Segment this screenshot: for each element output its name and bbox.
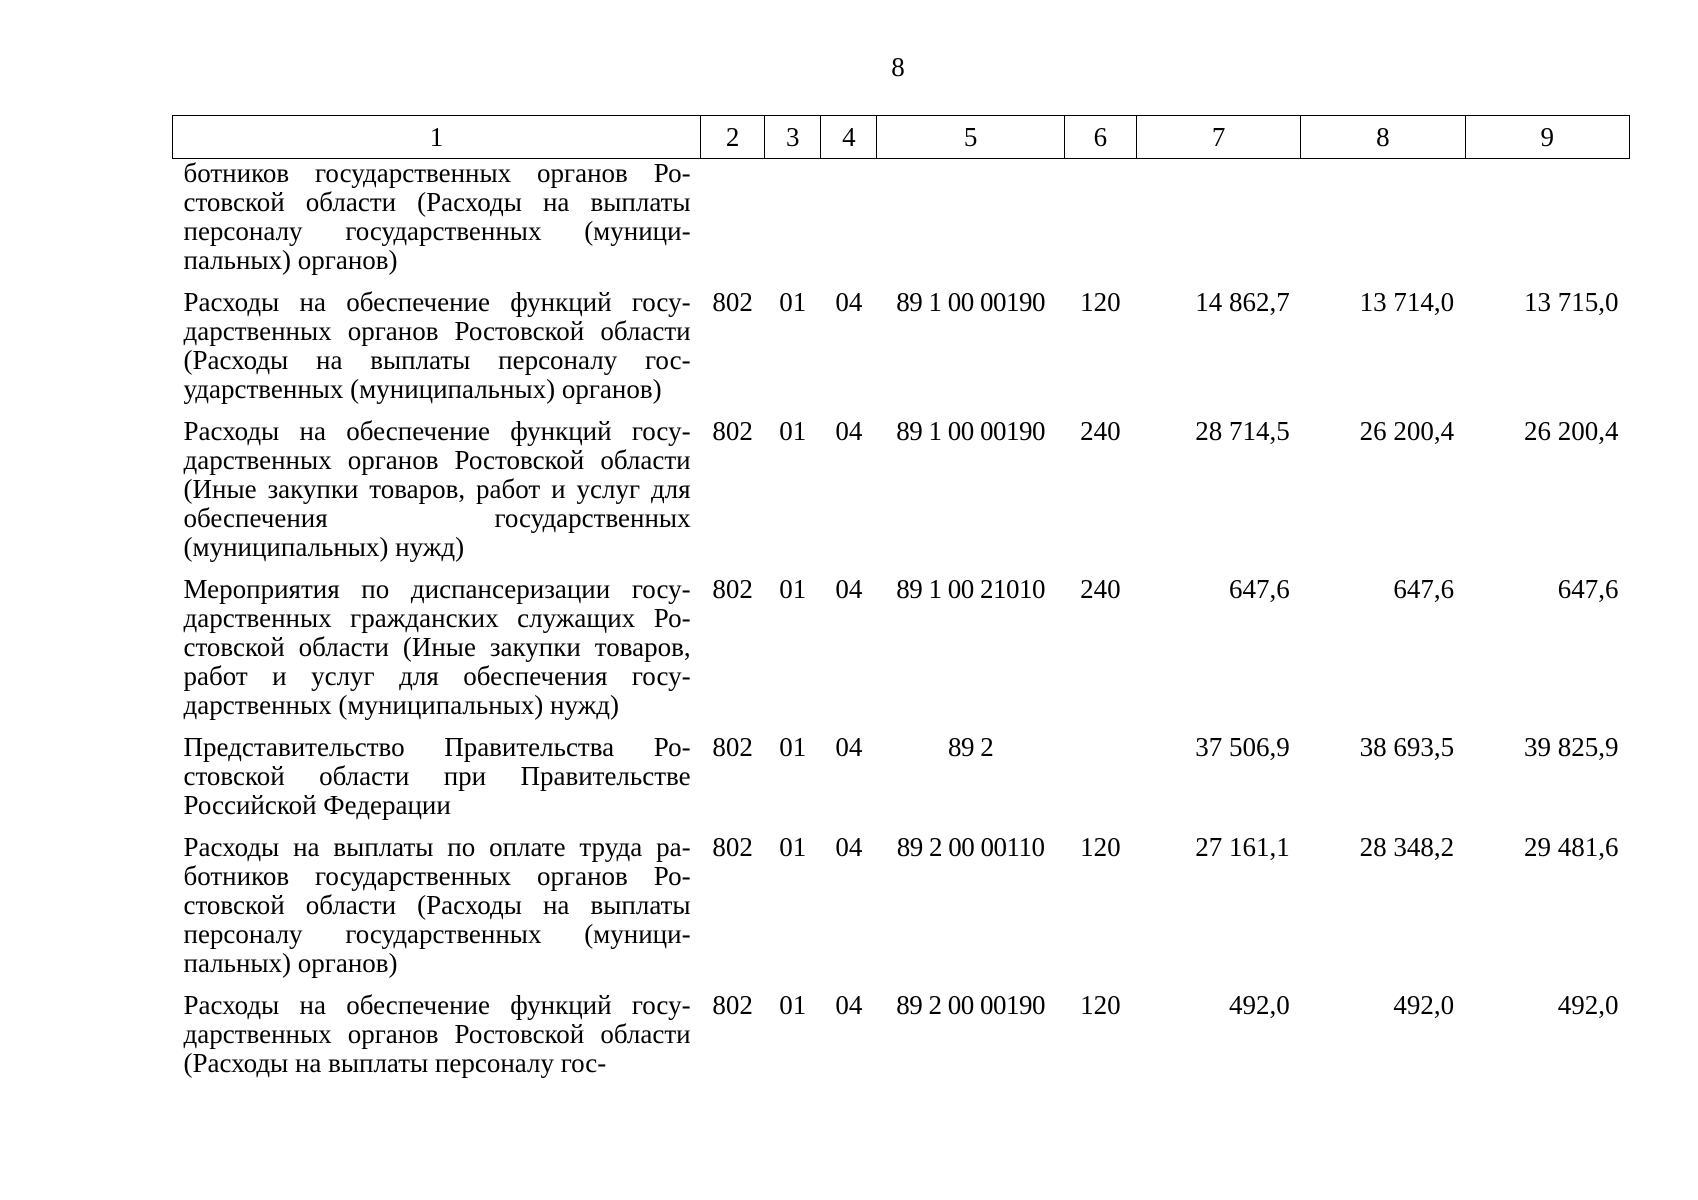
row-col-6	[1064, 159, 1136, 289]
row-col-6	[1064, 733, 1136, 833]
row-col-8: 647,6	[1393, 574, 1455, 604]
header-col-9: 9	[1465, 116, 1629, 159]
row-col-2: 802	[712, 732, 753, 762]
row-col-7: 14 862,7	[1195, 287, 1290, 317]
row-col-2	[701, 159, 765, 289]
header-col-5: 5	[877, 116, 1064, 159]
header-col-8: 8	[1301, 116, 1465, 159]
row-name: Расходы на выплаты по оплате труда работников государственных органов Ростовской области (Расходы на выплаты персоналу государственных (муниципальных) органов)	[183, 832, 691, 978]
row-col-5: 89 2 00 00110	[896, 832, 1045, 862]
row-col-7: 37 506,9	[1195, 732, 1290, 762]
row-name: Расходы на обеспечение функций государственных органов Ростовской области (Иные закупки товаров, работ и услуг для обеспечения государственных (муниципальных) нужд)	[183, 416, 691, 562]
row-col-3: 01	[779, 832, 807, 862]
row-col-5: 89 2 00 00190	[896, 990, 1045, 1020]
row-col-5: 89 1 00 00190	[896, 287, 1045, 317]
table-body	[173, 159, 1630, 1092]
row-col-3: 01	[779, 990, 807, 1020]
row-col-6: 120	[1080, 990, 1121, 1020]
row-col-5: 89 2	[947, 732, 994, 762]
row-col-4: 04	[835, 732, 863, 762]
row-col-2: 802	[712, 990, 753, 1020]
row-col-7: 27 161,1	[1195, 832, 1290, 862]
row-col-8: 38 693,5	[1359, 732, 1455, 762]
header-col-4: 4	[821, 116, 877, 159]
row-col-3: 01	[779, 416, 807, 446]
row-col-6: 240	[1080, 416, 1121, 446]
row-col-4: 04	[835, 416, 863, 446]
row-col-6: 120	[1080, 287, 1121, 317]
header-col-3: 3	[765, 116, 821, 159]
header-col-6: 6	[1064, 116, 1136, 159]
header-row	[173, 116, 1630, 159]
row-name: Мероприятия по диспансеризации государственных гражданских служащих Ростовской области (Иные закупки товаров, работ и услуг для обеспечения государственных (муниципальных) нужд)	[183, 574, 691, 720]
table-row	[173, 575, 1630, 733]
row-col-7: 492,0	[1229, 990, 1290, 1020]
row-col-9: 492,0	[1557, 990, 1619, 1020]
budget-table	[172, 115, 1630, 1091]
row-col-3: 01	[779, 287, 807, 317]
row-col-6: 240	[1080, 574, 1121, 604]
row-col-2: 802	[712, 416, 753, 446]
row-name: ботников государственных органов Ростовской области (Расходы на выплаты персоналу государственных (муниципальных) органов)	[183, 158, 691, 275]
row-col-9: 13 715,0	[1524, 287, 1619, 317]
row-col-3	[765, 159, 821, 289]
row-col-2: 802	[712, 287, 753, 317]
row-name: Представительство Правительства Ростовской области при Правительстве Российской Федерации	[183, 732, 691, 820]
row-col-8	[1301, 159, 1465, 289]
row-col-9: 26 200,4	[1524, 416, 1619, 446]
row-col-5: 89 1 00 21010	[896, 574, 1045, 604]
row-col-9	[1465, 159, 1629, 289]
row-col-7: 647,6	[1229, 574, 1290, 604]
table-row	[173, 288, 1630, 417]
row-col-9: 647,6	[1557, 574, 1619, 604]
row-col-4: 04	[835, 832, 863, 862]
table-row	[173, 159, 1630, 289]
row-col-4	[821, 159, 877, 289]
table-row	[173, 733, 1630, 833]
page-number: 8	[891, 52, 905, 82]
table-row	[173, 833, 1630, 991]
table-row	[173, 991, 1630, 1091]
row-col-8: 26 200,4	[1359, 416, 1455, 446]
row-name: Расходы на обеспечение функций государственных органов Ростовской области (Расходы на выплаты персоналу гос-	[183, 990, 691, 1078]
row-col-4: 04	[835, 990, 863, 1020]
header-col-1: 1	[173, 116, 701, 159]
row-col-6: 120	[1080, 832, 1121, 862]
row-col-4: 04	[835, 574, 863, 604]
table-row	[173, 417, 1630, 575]
row-col-8: 492,0	[1393, 990, 1455, 1020]
row-name: Расходы на обеспечение функций государственных органов Ростовской области (Расходы на выплаты персоналу государственных (муниципальных) органов)	[183, 287, 691, 404]
row-col-8: 13 714,0	[1359, 287, 1455, 317]
row-col-7	[1136, 159, 1300, 289]
row-col-4: 04	[835, 287, 863, 317]
row-col-3: 01	[779, 732, 807, 762]
row-col-8: 28 348,2	[1359, 832, 1455, 862]
row-col-2: 802	[712, 832, 753, 862]
header-col-7: 7	[1136, 116, 1300, 159]
row-col-3: 01	[779, 574, 807, 604]
row-col-5	[877, 159, 1064, 289]
table-header	[173, 116, 1630, 159]
row-col-9: 29 481,6	[1524, 832, 1619, 862]
row-col-9: 39 825,9	[1524, 732, 1619, 762]
header-col-2: 2	[701, 116, 765, 159]
row-col-5: 89 1 00 00190	[896, 416, 1045, 446]
row-col-7: 28 714,5	[1195, 416, 1290, 446]
row-col-2: 802	[712, 574, 753, 604]
